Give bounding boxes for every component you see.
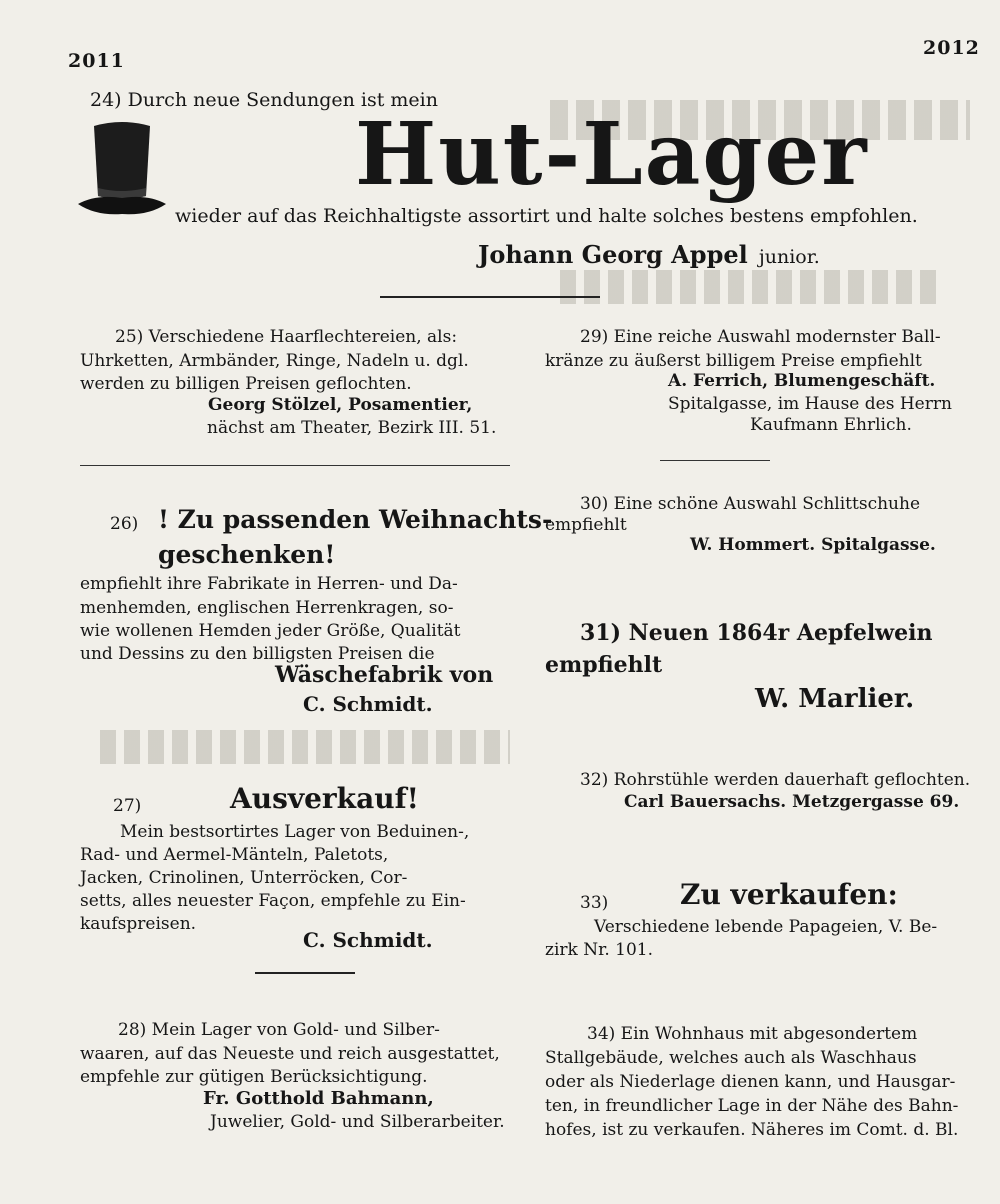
- ad28-line: 28) Mein Lager von Gold- und Silber-: [118, 1020, 440, 1040]
- ad25-line: 25) Verschiedene Haarflechtereien, als:: [115, 327, 458, 347]
- ad29-address-2: Kaufmann Ehrlich.: [750, 415, 912, 435]
- ad28-line: empfehle zur gütigen Berücksichtigung.: [80, 1067, 428, 1087]
- ad32-signature: Carl Bauersachs. Metzgergasse 69.: [624, 792, 960, 812]
- ad28-signature: Fr. Gotthold Bahmann,: [203, 1088, 434, 1109]
- ad29-line: kränze zu äußerst billigem Preise empfiehlt: [545, 351, 922, 371]
- ad29-signature: A. Ferrich, Blumengeschäft.: [668, 371, 936, 391]
- ad27-number: 27): [113, 796, 142, 816]
- ad29-line: 29) Eine reiche Auswahl modernster Ball-: [580, 327, 941, 347]
- ad27-headline: Ausverkauf!: [230, 782, 419, 815]
- ad26-signature: Wäschefabrik von: [275, 662, 494, 688]
- ad33-line-2: zirk Nr. 101.: [545, 940, 654, 960]
- ad30-line: 30) Eine schöne Auswahl Schlittschuhe: [580, 494, 920, 514]
- ad32-line: 32) Rohrstühle werden dauerhaft geflochten.: [580, 770, 971, 790]
- ad33-number: 33): [580, 893, 609, 913]
- ad33-line: Verschiedene lebende Papageien, V. Be-: [594, 917, 938, 937]
- top-hat-icon: [76, 118, 168, 218]
- ad24-signer: Johann Georg Appel: [478, 240, 748, 269]
- ad30-signature: W. Hommert. Spitalgasse.: [690, 535, 936, 555]
- ad34-line: Stallgebäude, welches auch als Waschhaus: [545, 1048, 917, 1068]
- divider: [255, 972, 355, 974]
- ad27-signature: C. Schmidt.: [303, 928, 433, 952]
- ad26-signature-2: C. Schmidt.: [303, 692, 433, 716]
- ad28-address: Juwelier, Gold- und Silberarbeiter.: [210, 1112, 505, 1132]
- ad31-line-2: empfiehlt: [545, 652, 663, 678]
- ad31-signature: W. Marlier.: [755, 684, 915, 714]
- bleed-through: [560, 270, 940, 304]
- ad27-line: Rad- und Aermel-Mänteln, Paletots,: [80, 845, 389, 865]
- ad24-line2: wieder auf das Reichhaltigste assortirt und halte solches bestens empfohlen.: [175, 205, 918, 227]
- ad34-line: hofes, ist zu verkaufen. Näheres im Comt. d. Bl.: [545, 1120, 959, 1140]
- ad28-line: waaren, auf das Neueste und reich ausgestattet,: [80, 1044, 500, 1064]
- ad29-address: Spitalgasse, im Hause des Herrn: [668, 394, 952, 414]
- ad24-signature: [478, 240, 820, 269]
- ad25-signature: Georg Stölzel, Posamentier,: [208, 395, 473, 415]
- page-number-right: 2012: [923, 37, 980, 59]
- ad27-line: setts, alles neuester Façon, empfehle zu Ein-: [80, 891, 466, 911]
- ad25-line: werden zu billigen Preisen geflochten.: [80, 374, 412, 394]
- ad34-line: 34) Ein Wohnhaus mit abgesondertem: [587, 1024, 918, 1044]
- ad34-line: oder als Niederlage dienen kann, und Hausgar-: [545, 1072, 956, 1092]
- ad27-line: Mein bestsortirtes Lager von Beduinen-,: [120, 822, 470, 842]
- ad27-line: kaufspreisen.: [80, 914, 197, 934]
- ad24-line1: 24) Durch neue Sendungen ist mein: [90, 89, 438, 111]
- ad27-line: Jacken, Crinolinen, Unterröcken, Cor-: [80, 868, 408, 888]
- divider: [380, 296, 600, 298]
- divider: [660, 460, 770, 461]
- ad26-headline: ! Zu passenden Weihnachts-: [158, 505, 553, 534]
- ad26-line: wie wollenen Hemden jeder Größe, Qualität: [80, 621, 461, 641]
- ad25-address: nächst am Theater, Bezirk III. 51.: [207, 418, 497, 438]
- ad26-number: 26): [110, 514, 139, 534]
- ad34-line: ten, in freundlicher Lage in der Nähe des Bahn-: [545, 1096, 959, 1116]
- ad25-line: Uhrketten, Armbänder, Ringe, Nadeln u. dgl.: [80, 351, 469, 371]
- ad26-line: und Dessins zu den billigsten Preisen die: [80, 644, 435, 664]
- page-number-left: 2011: [68, 50, 125, 72]
- ad30-line-2: empfiehlt: [545, 515, 627, 535]
- ad24-headline: Hut-Lager: [355, 104, 869, 205]
- divider: [80, 465, 510, 466]
- ad26-line: menhemden, englischen Herrenkragen, so-: [80, 598, 454, 618]
- bleed-through: [100, 730, 510, 764]
- ad24-signer-suffix: junior.: [758, 246, 820, 268]
- ad31-line: 31) Neuen 1864r Aepfelwein: [580, 620, 933, 646]
- ad26-line: empfiehlt ihre Fabrikate in Herren- und Da-: [80, 574, 458, 594]
- ad33-headline: Zu verkaufen:: [680, 878, 898, 911]
- ad26-headline-2: geschenken!: [158, 540, 336, 569]
